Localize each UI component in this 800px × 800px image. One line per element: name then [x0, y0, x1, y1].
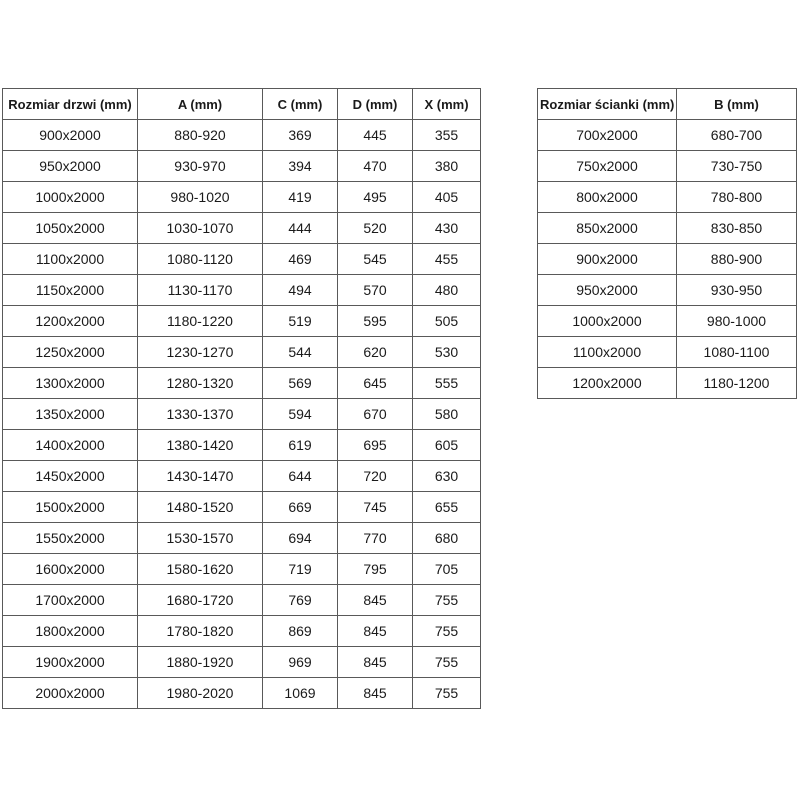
table-cell: 755 [413, 647, 481, 678]
table-cell: 494 [263, 275, 338, 306]
table-cell: 720 [338, 461, 413, 492]
table-row [3, 523, 481, 554]
table-cell: 2000x2000 [3, 678, 138, 709]
table-cell: 595 [338, 306, 413, 337]
table-row [3, 616, 481, 647]
table-row [538, 182, 797, 213]
table-cell: 1350x2000 [3, 399, 138, 430]
column-header: B (mm) [677, 89, 797, 120]
table-cell: 1180-1200 [677, 368, 797, 399]
table-cell: 430 [413, 213, 481, 244]
table-cell: 930-970 [138, 151, 263, 182]
header-row [538, 89, 797, 120]
table-row [538, 120, 797, 151]
table-cell: 1800x2000 [3, 616, 138, 647]
table-cell: 495 [338, 182, 413, 213]
table-cell: 1080-1120 [138, 244, 263, 275]
table-cell: 1980-2020 [138, 678, 263, 709]
table-cell: 1780-1820 [138, 616, 263, 647]
table-cell: 755 [413, 585, 481, 616]
table-cell: 1450x2000 [3, 461, 138, 492]
column-header: Rozmiar drzwi (mm) [3, 89, 138, 120]
table-cell: 469 [263, 244, 338, 275]
table-cell: 555 [413, 368, 481, 399]
door-sizes-table [2, 88, 481, 709]
table-row [3, 275, 481, 306]
table-cell: 1480-1520 [138, 492, 263, 523]
table-cell: 1069 [263, 678, 338, 709]
table-row [3, 182, 481, 213]
table-cell: 444 [263, 213, 338, 244]
table-cell: 845 [338, 678, 413, 709]
table-row [3, 461, 481, 492]
table-cell: 605 [413, 430, 481, 461]
table-cell: 1580-1620 [138, 554, 263, 585]
table-cell: 770 [338, 523, 413, 554]
table-row [3, 368, 481, 399]
table-cell: 1030-1070 [138, 213, 263, 244]
table-cell: 845 [338, 647, 413, 678]
table-cell: 644 [263, 461, 338, 492]
table-row [3, 430, 481, 461]
table-cell: 780-800 [677, 182, 797, 213]
table-cell: 1700x2000 [3, 585, 138, 616]
table-cell: 520 [338, 213, 413, 244]
table-cell: 470 [338, 151, 413, 182]
column-header: X (mm) [413, 89, 481, 120]
table-cell: 1680-1720 [138, 585, 263, 616]
table-cell: 1600x2000 [3, 554, 138, 585]
table-cell: 545 [338, 244, 413, 275]
table-cell: 1080-1100 [677, 337, 797, 368]
table-cell: 1330-1370 [138, 399, 263, 430]
table-cell: 1280-1320 [138, 368, 263, 399]
table-cell: 850x2000 [538, 213, 677, 244]
table-row [3, 213, 481, 244]
table-cell: 630 [413, 461, 481, 492]
table-cell: 544 [263, 337, 338, 368]
table-cell: 1000x2000 [538, 306, 677, 337]
table-cell: 750x2000 [538, 151, 677, 182]
table-cell: 1100x2000 [538, 337, 677, 368]
table-cell: 620 [338, 337, 413, 368]
table-row [538, 368, 797, 399]
table-cell: 670 [338, 399, 413, 430]
header-row [3, 89, 481, 120]
table-cell: 580 [413, 399, 481, 430]
table-cell: 869 [263, 616, 338, 647]
table-cell: 519 [263, 306, 338, 337]
table-cell: 769 [263, 585, 338, 616]
wall-panel-sizes-table [537, 88, 797, 399]
table-cell: 530 [413, 337, 481, 368]
table-cell: 705 [413, 554, 481, 585]
table-row [538, 151, 797, 182]
table-cell: 745 [338, 492, 413, 523]
table-row [538, 337, 797, 368]
column-header: D (mm) [338, 89, 413, 120]
table-cell: 1550x2000 [3, 523, 138, 554]
table-cell: 680-700 [677, 120, 797, 151]
table-cell: 455 [413, 244, 481, 275]
table-cell: 845 [338, 585, 413, 616]
table-cell: 1900x2000 [3, 647, 138, 678]
table-cell: 830-850 [677, 213, 797, 244]
table-cell: 1380-1420 [138, 430, 263, 461]
table-cell: 755 [413, 616, 481, 647]
table-row [538, 306, 797, 337]
table-cell: 950x2000 [3, 151, 138, 182]
table-cell: 694 [263, 523, 338, 554]
table-cell: 1500x2000 [3, 492, 138, 523]
table-cell: 695 [338, 430, 413, 461]
table-cell: 1880-1920 [138, 647, 263, 678]
table-cell: 1300x2000 [3, 368, 138, 399]
table-cell: 1430-1470 [138, 461, 263, 492]
table-cell: 900x2000 [538, 244, 677, 275]
table-cell: 570 [338, 275, 413, 306]
table-cell: 394 [263, 151, 338, 182]
table-cell: 969 [263, 647, 338, 678]
column-header: Rozmiar ścianki (mm) [538, 89, 677, 120]
table-cell: 1250x2000 [3, 337, 138, 368]
table-cell: 1200x2000 [3, 306, 138, 337]
table-cell: 950x2000 [538, 275, 677, 306]
table-row [538, 213, 797, 244]
table-cell: 1180-1220 [138, 306, 263, 337]
table-row [3, 554, 481, 585]
table-cell: 880-920 [138, 120, 263, 151]
table-cell: 1200x2000 [538, 368, 677, 399]
table-cell: 700x2000 [538, 120, 677, 151]
table-row [3, 585, 481, 616]
table-cell: 355 [413, 120, 481, 151]
table-cell: 800x2000 [538, 182, 677, 213]
table-cell: 1100x2000 [3, 244, 138, 275]
table-cell: 569 [263, 368, 338, 399]
table-row [3, 151, 481, 182]
table-cell: 755 [413, 678, 481, 709]
table-row [538, 244, 797, 275]
table-cell: 655 [413, 492, 481, 523]
table-cell: 719 [263, 554, 338, 585]
table-cell: 419 [263, 182, 338, 213]
table-cell: 369 [263, 120, 338, 151]
table-cell: 980-1000 [677, 306, 797, 337]
table-cell: 1150x2000 [3, 275, 138, 306]
table-cell: 1050x2000 [3, 213, 138, 244]
column-header: C (mm) [263, 89, 338, 120]
table-row [3, 120, 481, 151]
table-row [3, 647, 481, 678]
table-row [3, 244, 481, 275]
table-cell: 1530-1570 [138, 523, 263, 554]
table-cell: 900x2000 [3, 120, 138, 151]
table-cell: 1000x2000 [3, 182, 138, 213]
table-cell: 980-1020 [138, 182, 263, 213]
table-row [538, 275, 797, 306]
table-cell: 505 [413, 306, 481, 337]
table-row [3, 399, 481, 430]
table-row [3, 492, 481, 523]
table-cell: 594 [263, 399, 338, 430]
table-cell: 405 [413, 182, 481, 213]
table-cell: 845 [338, 616, 413, 647]
table-row [3, 678, 481, 709]
table-cell: 730-750 [677, 151, 797, 182]
table-cell: 480 [413, 275, 481, 306]
table-row [3, 337, 481, 368]
table-cell: 795 [338, 554, 413, 585]
table-cell: 445 [338, 120, 413, 151]
table-cell: 930-950 [677, 275, 797, 306]
table-cell: 1400x2000 [3, 430, 138, 461]
table-row [3, 306, 481, 337]
table-cell: 669 [263, 492, 338, 523]
table-cell: 680 [413, 523, 481, 554]
table-cell: 880-900 [677, 244, 797, 275]
table-cell: 1130-1170 [138, 275, 263, 306]
table-cell: 380 [413, 151, 481, 182]
table-cell: 645 [338, 368, 413, 399]
table-cell: 1230-1270 [138, 337, 263, 368]
column-header: A (mm) [138, 89, 263, 120]
table-cell: 619 [263, 430, 338, 461]
